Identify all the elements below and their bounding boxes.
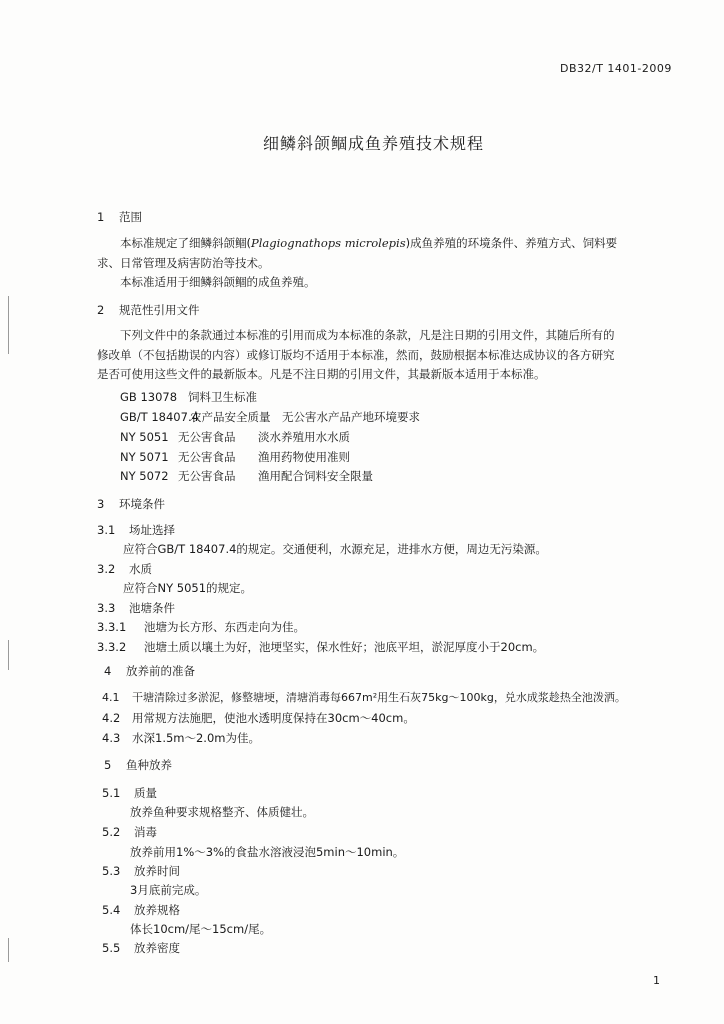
page-number: 1 <box>653 974 660 987</box>
section-number: 3.3 <box>97 601 116 615</box>
section-title: 放养前的准备 <box>126 664 195 678</box>
reference-item <box>120 409 420 425</box>
section-2-heading <box>97 302 200 318</box>
subsection-5-5-heading <box>102 940 180 956</box>
section-number: 5.5 <box>102 941 121 955</box>
scan-margin-line <box>8 640 9 670</box>
subsection-3-1-heading <box>97 522 175 538</box>
section-text: 池塘土质以壤土为好，池埂坚实，保水性好；池底平坦，淤泥厚度小于20cm。 <box>144 640 545 654</box>
subsection-3-2-heading <box>97 561 152 577</box>
section-text: 池塘为长方形、东西走向为佳。 <box>144 620 305 634</box>
subsection-3-2-text: 应符合NY 5051的规定。 <box>123 581 253 595</box>
subsection-3-3-heading <box>97 600 175 616</box>
subsection-5-3-heading <box>102 863 180 879</box>
reference-code: GB/T 18407.4 <box>120 410 199 424</box>
reference-title: 渔用药物使用准则 <box>258 450 350 464</box>
subsection-5-1-heading <box>102 785 157 801</box>
scan-margin-line <box>8 296 9 354</box>
section-title: 规范性引用文件 <box>119 303 200 317</box>
subsection-5-4-text: 体长10cm/尾～15cm/尾。 <box>130 922 272 936</box>
section-number: 4.1 <box>102 691 120 704</box>
section-number: 2 <box>97 303 105 317</box>
subsection-5-1-text: 放养鱼种要求规格整齐、体质健壮。 <box>130 805 314 819</box>
section-number: 3.3.2 <box>97 640 127 654</box>
text-span: )成鱼养殖的环境条件、养殖方式、饲料要 <box>405 236 618 250</box>
section-1-paragraph: 本标准适用于细鳞斜颌鲴的成鱼养殖。 <box>120 275 316 289</box>
subsection-3-1-text: 应符合GB/T 18407.4的规定。交通便利，水源充足，进排水方便，周边无污染源。 <box>123 542 547 556</box>
reference-code: NY 5071 <box>120 450 169 464</box>
section-title: 放养时间 <box>134 864 180 878</box>
section-title: 池塘条件 <box>129 601 175 615</box>
reference-title: 农产品安全质量 无公害水产品产地环境要求 <box>190 410 420 424</box>
section-title: 场址选择 <box>129 523 175 537</box>
section-3-heading <box>97 496 165 512</box>
section-number: 4 <box>104 664 112 678</box>
section-number: 3.2 <box>97 562 116 576</box>
subsection-5-2-heading <box>102 824 157 840</box>
section-title: 水质 <box>129 562 152 576</box>
section-title: 消毒 <box>134 825 157 839</box>
section-number: 3.3.1 <box>97 620 127 634</box>
subsection-3-3-2 <box>97 639 544 655</box>
section-text: 用常规方法施肥，使池水透明度保持在30cm～40cm。 <box>132 711 415 725</box>
reference-code: NY 5051 <box>120 430 169 444</box>
section-number: 5.3 <box>102 864 121 878</box>
section-number: 4.3 <box>102 731 121 745</box>
subsection-5-3-text: 3月底前完成。 <box>130 883 207 897</box>
text-span: 本标准规定了细鳞斜颌鲴( <box>120 236 251 250</box>
section-title: 鱼种放养 <box>126 758 172 772</box>
section-text: 干塘清除过多淤泥，修整塘埂，清塘消毒每667m²用生石灰75kg～100kg，兑水成浆趁热全池泼洒。 <box>132 691 626 704</box>
reference-item <box>120 468 373 484</box>
subsection-4-1 <box>102 689 626 705</box>
section-title: 放养规格 <box>134 903 180 917</box>
section-title: 环境条件 <box>119 497 165 511</box>
section-number: 3 <box>97 497 105 511</box>
section-text: 水深1.5m～2.0m为佳。 <box>132 731 260 745</box>
section-1-paragraph-line <box>120 235 617 251</box>
subsection-5-4-heading <box>102 902 180 918</box>
scan-margin-line <box>8 938 9 962</box>
document-title: 细鳞斜颌鲴成鱼养殖技术规程 <box>263 134 485 153</box>
subsection-3-3-1 <box>97 619 305 635</box>
reference-category: 无公害食品 <box>178 450 236 464</box>
subsection-4-3 <box>102 730 260 746</box>
section-2-paragraph-line: 修改单（不包括勘误的内容）或修订版均不适用于本标准，然而，鼓励根据本标准达成协议的各方研究 <box>97 348 615 362</box>
reference-item <box>120 389 257 405</box>
section-2-paragraph-line: 是否可使用这些文件的最新版本。凡是不注日期的引用文件，其最新版本适用于本标准。 <box>97 367 546 381</box>
reference-title: 淡水养殖用水水质 <box>258 430 350 444</box>
section-number: 4.2 <box>102 711 121 725</box>
section-number: 5.2 <box>102 825 121 839</box>
section-2-paragraph-line: 下列文件中的条款通过本标准的引用而成为本标准的条款，凡是注日期的引用文件，其随后所有的 <box>120 328 615 342</box>
section-title: 质量 <box>134 786 157 800</box>
section-number: 5.4 <box>102 903 121 917</box>
reference-title: 渔用配合饲料安全限量 <box>258 469 373 483</box>
section-5-heading <box>104 757 172 773</box>
section-number: 5 <box>104 758 112 772</box>
section-1-paragraph-line: 求、日常管理及病害防治等技术。 <box>97 256 270 270</box>
section-4-heading <box>104 663 195 679</box>
reference-item <box>120 429 350 445</box>
reference-item <box>120 449 350 465</box>
subsection-4-2 <box>102 710 415 726</box>
reference-code: NY 5072 <box>120 469 169 483</box>
section-1-heading <box>97 209 142 225</box>
standard-code: DB32/T 1401-2009 <box>560 62 672 75</box>
section-number: 1 <box>97 210 105 224</box>
reference-category: 无公害食品 <box>178 469 236 483</box>
reference-category: 无公害食品 <box>178 430 236 444</box>
latin-name: Plagiognathops microlepis <box>251 236 406 250</box>
section-number: 5.1 <box>102 786 121 800</box>
section-number: 3.1 <box>97 523 116 537</box>
reference-code: GB 13078 <box>120 390 178 404</box>
section-title: 范围 <box>119 210 142 224</box>
reference-title: 饲料卫生标准 <box>188 390 257 404</box>
section-title: 放养密度 <box>134 941 180 955</box>
subsection-5-2-text: 放养前用1%～3%的食盐水溶液浸泡5min～10min。 <box>130 845 405 859</box>
